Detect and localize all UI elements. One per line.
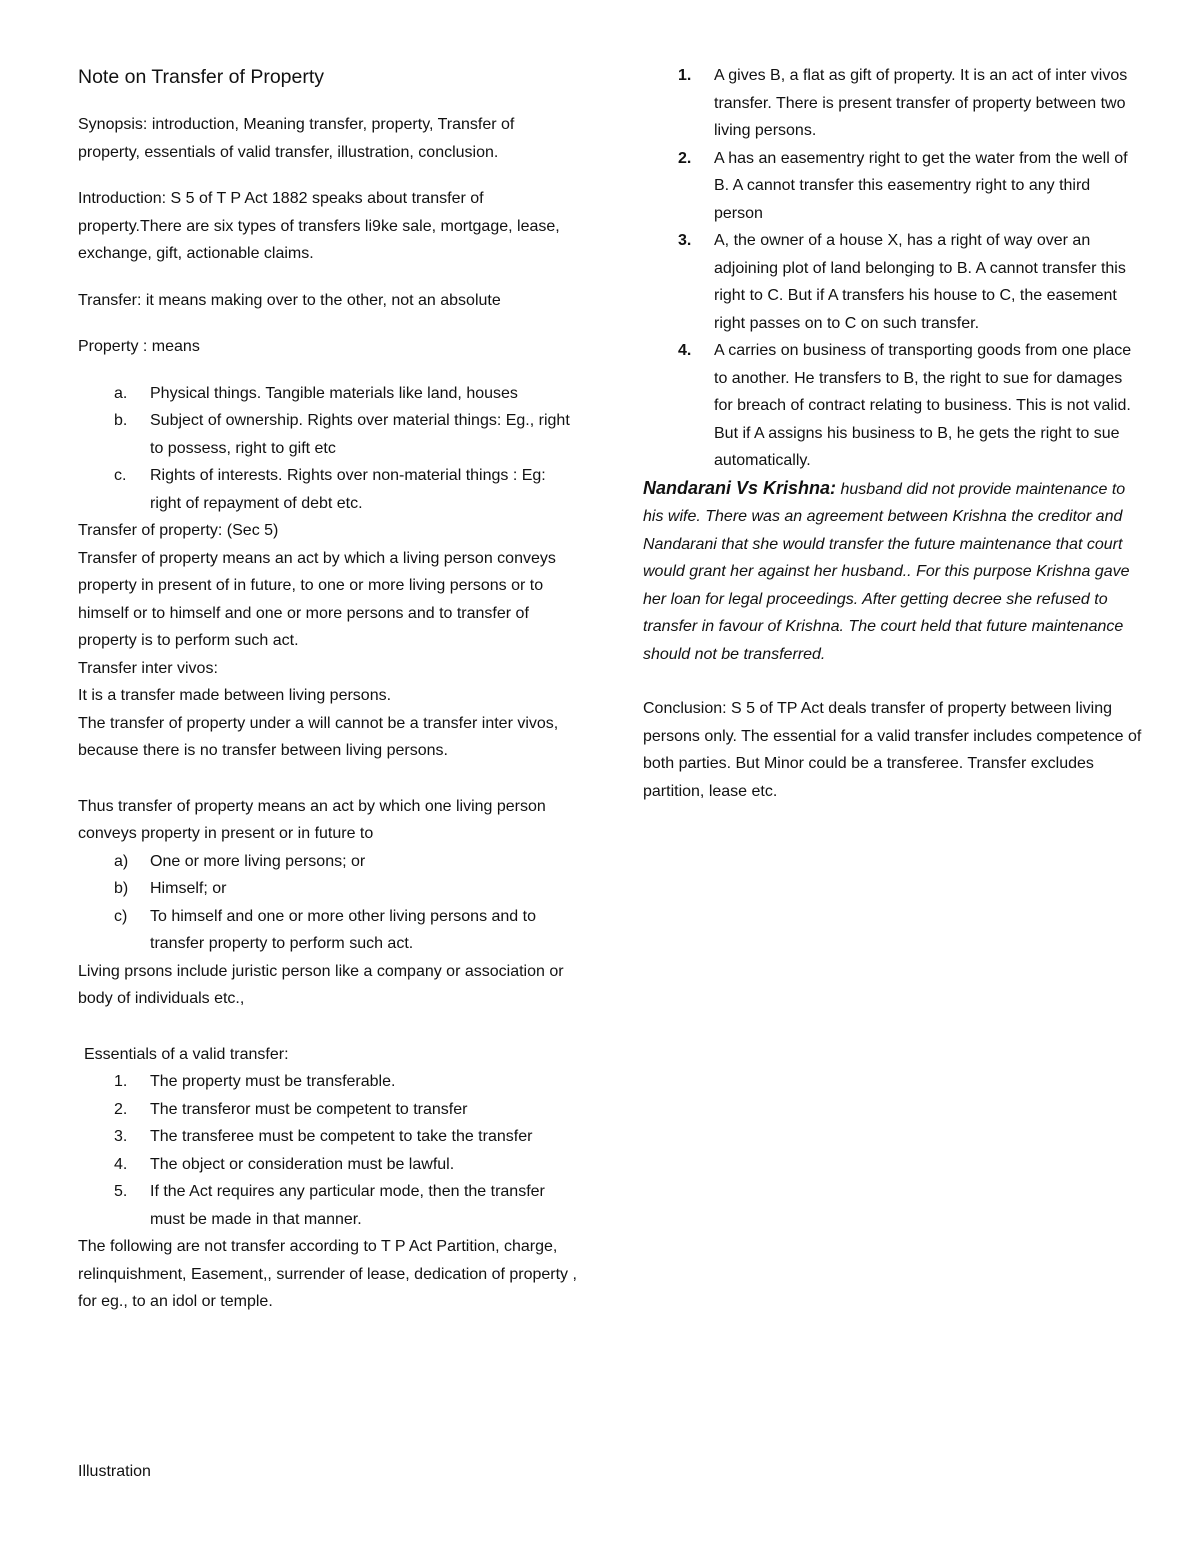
list-item: b) Himself; or — [114, 880, 227, 897]
transfer-of-property-body: Transfer of property means an act by which a living person conveys property in present of in future, to one or more living persons or to himself or to himself and one or more persons and to transfer of property is to perform such act. — [78, 549, 556, 649]
list-item: 4. A carries on business of transporting goods from one place to another. He transfers to B, the right to sue for damages for breach of contract relating to business. This is not valid. But if A assigns his business to B, he gets the right to sue automatically. — [678, 342, 1132, 469]
illustration-heading: Illustration — [78, 1463, 151, 1480]
list-item: 1. A gives B, a flat as gift of property. It is an act of inter vivos transfer. There is present transfer of property between two living persons. — [678, 67, 1128, 139]
list-item: 2. The transferor must be competent to transfer — [114, 1100, 468, 1118]
list-item: b. Subject of ownership. Rights over material things: Eg., right to possess, right to gift etc — [114, 412, 570, 457]
will-note: The transfer of property under a will cannot be a transfer inter vivos, because there is no transfer between living persons. — [78, 714, 559, 759]
list-item: a) One or more living persons; or — [114, 852, 366, 870]
document-title: Note on Transfer of Property — [78, 66, 325, 88]
essentials-heading: Essentials of a valid transfer: — [84, 1045, 289, 1063]
conclusion-paragraph: Conclusion: S 5 of TP Act deals transfer of property between living persons only. The essential for a valid transfer includes competence of both parties. But Minor could be a transferee. Transfer excludes partition, lease etc. — [643, 700, 1142, 800]
case-paragraph — [643, 475, 1143, 669]
list-item: 3. A, the owner of a house X, has a right of way over an adjoining plot of land belonging to B. A cannot transfer this right to C. But if A transfers his house to C, the easement right passes on to C on such transfer. — [678, 232, 1126, 332]
essentials-list — [78, 1068, 578, 1233]
left-column — [78, 62, 578, 1316]
right-column — [643, 62, 1143, 805]
inter-vivos-body: It is a transfer made between living persons. — [78, 687, 392, 704]
transfer-definition: Transfer: it means making over to the other, not an absolute — [78, 291, 501, 309]
synopsis-paragraph: Synopsis: introduction, Meaning transfer, property, Transfer of property, essentials of valid transfer, illustration, conclusion. — [78, 116, 515, 161]
property-heading: Property : means — [78, 338, 200, 355]
introduction-paragraph: Introduction: S 5 of T P Act 1882 speaks about transfer of property.There are six types of transfers li9ke sale, mortgage, lease, exchange, gift, actionable claims. — [78, 190, 560, 262]
list-item: a. Physical things. Tangible materials like land, houses — [114, 384, 518, 402]
case-body: husband did not provide maintenance to his wife. There was an agreement between Krishna the creditor and Nandarani that she would transfer the future maintenance that court would grant her against her husband.. For this purpose Krishna gave her loan for legal proceedings. After getting decree she refused to transfer in favour of Krishna. The court held that future maintenance should not be transferred. — [643, 480, 1130, 663]
not-transfer-paragraph: The following are not transfer according to T P Act Partition, charge, relinquishment, Easement,, surrender of lease, dedication of property , for eg., to an idol or temple. — [78, 1238, 577, 1310]
list-item: 2. A has an easementry right to get the water from the well of B. A cannot transfer this easementry right to any third person — [678, 149, 1128, 222]
list-item: 1. The property must be transferable. — [114, 1073, 396, 1090]
illustration-list — [643, 62, 1143, 475]
inter-vivos-heading: Transfer inter vivos: — [78, 659, 218, 677]
list-item: 3. The transferee must be competent to take the transfer — [114, 1128, 533, 1145]
living-persons-paragraph: Living prsons include juristic person like a company or association or body of individuals etc., — [78, 962, 564, 1007]
property-list — [78, 380, 578, 518]
list-item: c) To himself and one or more other living persons and to transfer property to perform such act. — [114, 907, 536, 952]
list-item: 4. The object or consideration must be lawful. — [114, 1155, 455, 1173]
case-title: Nandarani Vs Krishna: — [643, 477, 837, 498]
thus-list — [78, 848, 578, 958]
thus-paragraph: Thus transfer of property means an act by which one living person conveys property in present or in future to — [78, 797, 546, 842]
list-item: 5. If the Act requires any particular mode, then the transfer must be made in that manner. — [114, 1183, 545, 1228]
transfer-of-property-heading: Transfer of property: (Sec 5) — [78, 522, 279, 539]
list-item: c. Rights of interests. Rights over non-material things : Eg: right of repayment of debt etc. — [114, 467, 546, 512]
